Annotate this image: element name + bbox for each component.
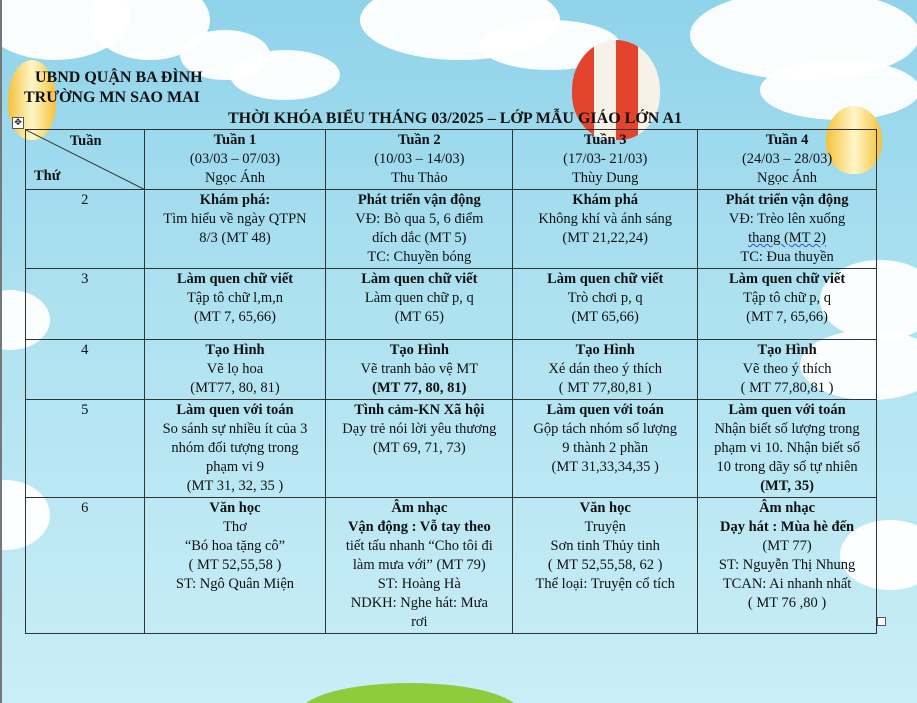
table-row: [26, 269, 877, 340]
activity-cell: Làm quen với toán Nhận biết số lượng trong phạm vi 10. Nhận biết số 10 trong dãy số tự nhiên (MT, 35): [698, 400, 877, 498]
activity-cell: Tạo Hình Vẽ tranh bảo vệ MT (MT 77, 80, 81): [326, 340, 513, 400]
table-row: [26, 340, 877, 400]
table-row: [26, 400, 877, 498]
activity-cell: Làm quen chữ viết Tập tô chữ l,m,n (MT 7, 65,66): [144, 269, 326, 340]
table-resize-handle[interactable]: [877, 617, 886, 626]
activity-cell: Làm quen với toán So sánh sự nhiều ít của 3 nhóm đối tượng trong phạm vi 9 (MT 31, 32, 35 ): [144, 400, 326, 498]
table-header-row: [26, 130, 877, 190]
activity-cell: Âm nhạc Vận động : Vỗ tay theo tiết tấu nhanh “Cho tôi đi làm mưa với” (MT 79) ST: Hoàng Hà NDKH: Nghe hát: Mưa rơi: [326, 498, 513, 634]
activity-cell: Văn học Thơ “Bó hoa tặng cô” ( MT 52,55,58 ) ST: Ngô Quân Miện: [144, 498, 326, 634]
activity-cell: Làm quen với toán Gộp tách nhóm số lượng 9 thành 2 phần (MT 31,33,34,35 ): [513, 400, 698, 498]
activity-cell: Tình cảm-KN Xã hội Dạy trẻ nói lời yêu thương (MT 69, 71, 73): [326, 400, 513, 498]
day-cell: 3: [26, 269, 145, 340]
district-name: UBND QUẬN BA ĐÌNH: [35, 69, 203, 86]
week-header: Tuần 2 (10/03 – 14/03) Thu Thảo: [326, 130, 513, 190]
activity-cell: Tạo Hình Vẽ lọ hoa (MT77, 80, 81): [144, 340, 326, 400]
table-row: [26, 190, 877, 269]
activity-cell: Phát triển vận động VĐ: Trèo lên xuống thang (MT 2) TC: Đua thuyền: [698, 190, 877, 269]
activity-cell: Văn học Truyện Sơn tinh Thủy tinh ( MT 52,55,58, 62 ) Thể loại: Truyện cổ tích: [513, 498, 698, 634]
activity-cell: Phát triển vận động VĐ: Bò qua 5, 6 điểm dích dắc (MT 5) TC: Chuyền bóng: [326, 190, 513, 269]
corner-cell: [26, 130, 145, 190]
green-hill: [300, 683, 520, 703]
corner-day-label: Thứ: [34, 168, 61, 184]
day-cell: 4: [26, 340, 145, 400]
week-header: Tuần 4 (24/03 – 28/03) Ngọc Ánh: [698, 130, 877, 190]
corner-week-label: Tuần: [69, 133, 102, 149]
page-edge: [0, 0, 2, 703]
week-header: Tuần 1 (03/03 – 07/03) Ngọc Ánh: [144, 130, 326, 190]
activity-cell: Khám phá: Tìm hiểu về ngày QTPN 8/3 (MT 48): [144, 190, 326, 269]
activity-cell: Làm quen chữ viết Làm quen chữ p, q (MT 65): [326, 269, 513, 340]
school-header: [24, 68, 203, 108]
timetable: [25, 129, 877, 634]
activity-cell: Làm quen chữ viết Trò chơi p, q (MT 65,66): [513, 269, 698, 340]
week-header: Tuần 3 (17/03- 21/03) Thùy Dung: [513, 130, 698, 190]
day-cell: 2: [26, 190, 145, 269]
activity-cell: Tạo Hình Xé dán theo ý thích ( MT 77,80,81 ): [513, 340, 698, 400]
day-cell: 5: [26, 400, 145, 498]
activity-cell: Âm nhạc Dạy hát : Mùa hè đến (MT 77) ST: Nguyễn Thị Nhung TCAN: Ai nhanh nhất ( MT 76 ,80 ): [698, 498, 877, 634]
day-cell: 6: [26, 498, 145, 634]
activity-cell: Tạo Hình Vẽ theo ý thích ( MT 77,80,81 ): [698, 340, 877, 400]
school-name: TRƯỜNG MN SAO MAI: [24, 89, 200, 106]
activity-cell: Khám phá Không khí và ánh sáng (MT 21,22,24): [513, 190, 698, 269]
table-row: [26, 498, 877, 634]
page-title: THỜI KHÓA BIỂU THÁNG 03/2025 – LỚP MẪU GIÁO LỚN A1: [228, 110, 682, 127]
activity-cell: Làm quen chữ viết Tập tô chữ p, q (MT 7, 65,66): [698, 269, 877, 340]
table-move-handle-icon[interactable]: ✥: [12, 117, 24, 129]
